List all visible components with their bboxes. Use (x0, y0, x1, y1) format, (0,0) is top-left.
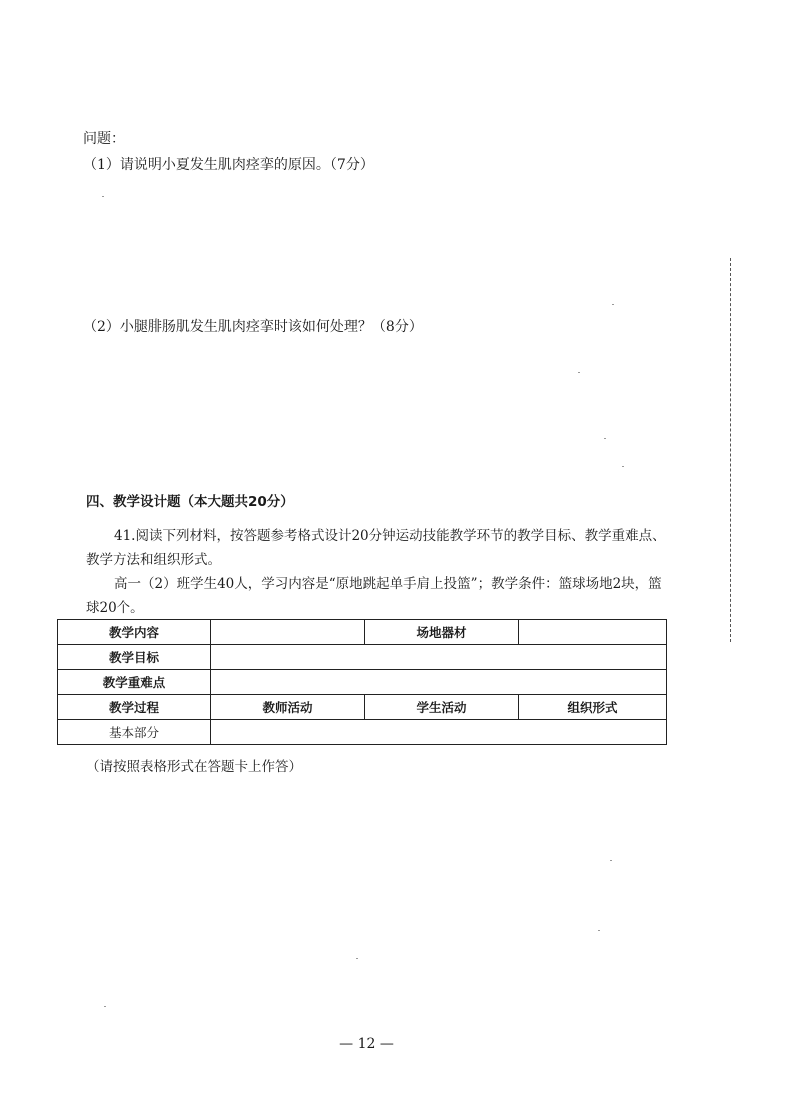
table-row (58, 670, 667, 695)
cell-student-activity: 学生活动 (365, 695, 519, 720)
cell-objective-label: 教学目标 (58, 645, 211, 670)
question-41-body: 41.阅读下列材料，按答题参考格式设计20分钟运动技能教学环节的教学目标、教学重难点、教学方法和组织形式。 (86, 528, 666, 568)
cell-objective-value (211, 645, 667, 670)
table-row (58, 645, 667, 670)
scan-speck (104, 1006, 106, 1007)
section-heading: 四、教学设计题（本大题共20分） (86, 494, 294, 510)
questions-label: 问题： (83, 131, 125, 147)
cell-venue-value (519, 620, 667, 645)
cell-content-label: 教学内容 (58, 620, 211, 645)
scan-speck (102, 196, 104, 197)
material-text (86, 572, 671, 620)
scan-speck (604, 438, 606, 439)
page-number: — 12 — (339, 1036, 394, 1052)
cell-content-value (211, 620, 365, 645)
cell-difficulty-value (211, 670, 667, 695)
binding-margin-line (730, 258, 731, 642)
table-row (58, 720, 667, 745)
scan-speck (610, 860, 612, 861)
table-row (58, 620, 667, 645)
cell-difficulty-label: 教学重难点 (58, 670, 211, 695)
cell-organization-form: 组织形式 (519, 695, 667, 720)
material-body: 高一（2）班学生40人，学习内容是“原地跳起单手肩上投篮”；教学条件：篮球场地2块，篮球20个。 (86, 576, 662, 616)
scan-speck (356, 958, 358, 959)
question-41-text (86, 524, 671, 572)
cell-process-label: 教学过程 (58, 695, 211, 720)
scan-speck (622, 466, 624, 467)
lesson-plan-table (57, 619, 667, 745)
question-1: （1）请说明小夏发生肌肉痉挛的原因。（7分） (83, 157, 374, 173)
cell-basic-part-value (211, 720, 667, 745)
answer-note: （请按照表格形式在答题卡上作答） (86, 759, 302, 775)
table-row (58, 695, 667, 720)
question-2: （2）小腿腓肠肌发生肌肉痉挛时该如何处理？（8分） (83, 319, 423, 335)
scan-speck (598, 930, 600, 931)
cell-teacher-activity: 教师活动 (211, 695, 365, 720)
cell-venue-label: 场地器材 (365, 620, 519, 645)
scan-speck (578, 372, 580, 373)
scan-speck (612, 304, 614, 305)
cell-basic-part-label: 基本部分 (58, 720, 211, 745)
